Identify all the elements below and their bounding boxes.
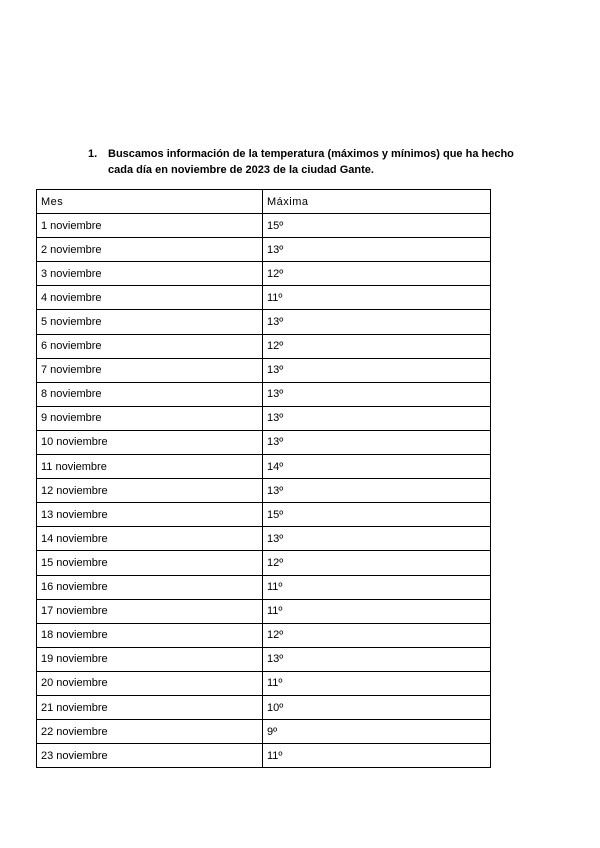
- cell-date: 1 noviembre: [37, 214, 263, 238]
- cell-max-temp: 12º: [263, 623, 491, 647]
- table-row: [37, 503, 491, 527]
- table-row: [37, 695, 491, 719]
- table-row: [37, 575, 491, 599]
- cell-date: 9 noviembre: [37, 406, 263, 430]
- cell-max-temp: 11º: [263, 575, 491, 599]
- cell-max-temp: 13º: [263, 647, 491, 671]
- cell-max-temp: 9º: [263, 720, 491, 744]
- table-row: [37, 671, 491, 695]
- table-row: [37, 286, 491, 310]
- cell-date: 11 noviembre: [37, 455, 263, 479]
- cell-date: 13 noviembre: [37, 503, 263, 527]
- cell-date: 12 noviembre: [37, 479, 263, 503]
- cell-date: 21 noviembre: [37, 695, 263, 719]
- cell-date: 14 noviembre: [37, 527, 263, 551]
- cell-max-temp: 12º: [263, 262, 491, 286]
- question-text-line-1: Buscamos información de la temperatura (máximos y mínimos) que ha hecho: [108, 148, 514, 160]
- cell-date: 7 noviembre: [37, 358, 263, 382]
- table-row: [37, 455, 491, 479]
- cell-max-temp: 14º: [263, 455, 491, 479]
- table-row: [37, 720, 491, 744]
- cell-date: 10 noviembre: [37, 430, 263, 454]
- cell-date: 17 noviembre: [37, 599, 263, 623]
- cell-date: 23 noviembre: [37, 744, 263, 768]
- cell-date: 18 noviembre: [37, 623, 263, 647]
- table-row: [37, 744, 491, 768]
- table-row: [37, 238, 491, 262]
- cell-date: 19 noviembre: [37, 647, 263, 671]
- table-row: [37, 599, 491, 623]
- cell-max-temp: 13º: [263, 479, 491, 503]
- question-text-line-2: cada día en noviembre de 2023 de la ciudad Gante.: [108, 164, 374, 176]
- question-number: 1.: [88, 148, 98, 160]
- table-row: [37, 551, 491, 575]
- cell-date: 16 noviembre: [37, 575, 263, 599]
- cell-max-temp: 10º: [263, 695, 491, 719]
- table-row: [37, 358, 491, 382]
- cell-date: 15 noviembre: [37, 551, 263, 575]
- question-1: [88, 146, 528, 178]
- cell-date: 8 noviembre: [37, 382, 263, 406]
- header-maxima: Máxima: [263, 190, 491, 214]
- cell-max-temp: 12º: [263, 334, 491, 358]
- table-row: [37, 406, 491, 430]
- cell-max-temp: 13º: [263, 527, 491, 551]
- cell-max-temp: 13º: [263, 310, 491, 334]
- table-row: [37, 334, 491, 358]
- cell-max-temp: 15º: [263, 214, 491, 238]
- table-row: [37, 214, 491, 238]
- cell-max-temp: 13º: [263, 358, 491, 382]
- cell-max-temp: 13º: [263, 238, 491, 262]
- cell-date: 5 noviembre: [37, 310, 263, 334]
- cell-max-temp: 12º: [263, 551, 491, 575]
- table-row: [37, 479, 491, 503]
- table-row: [37, 382, 491, 406]
- cell-max-temp: 13º: [263, 382, 491, 406]
- table-row: [37, 262, 491, 286]
- question-text: [108, 146, 528, 178]
- cell-max-temp: 15º: [263, 503, 491, 527]
- cell-date: 3 noviembre: [37, 262, 263, 286]
- cell-max-temp: 11º: [263, 744, 491, 768]
- cell-max-temp: 11º: [263, 671, 491, 695]
- cell-date: 6 noviembre: [37, 334, 263, 358]
- cell-max-temp: 13º: [263, 406, 491, 430]
- table-row: [37, 623, 491, 647]
- cell-max-temp: 11º: [263, 599, 491, 623]
- table-row: [37, 310, 491, 334]
- header-mes: Mes: [37, 190, 263, 214]
- table-body: [37, 214, 491, 768]
- cell-max-temp: 13º: [263, 430, 491, 454]
- temperature-table: [36, 189, 491, 768]
- cell-max-temp: 11º: [263, 286, 491, 310]
- cell-date: 22 noviembre: [37, 720, 263, 744]
- table-header-row: [37, 190, 491, 214]
- table-row: [37, 430, 491, 454]
- cell-date: 2 noviembre: [37, 238, 263, 262]
- table-row: [37, 647, 491, 671]
- cell-date: 4 noviembre: [37, 286, 263, 310]
- cell-date: 20 noviembre: [37, 671, 263, 695]
- table-row: [37, 527, 491, 551]
